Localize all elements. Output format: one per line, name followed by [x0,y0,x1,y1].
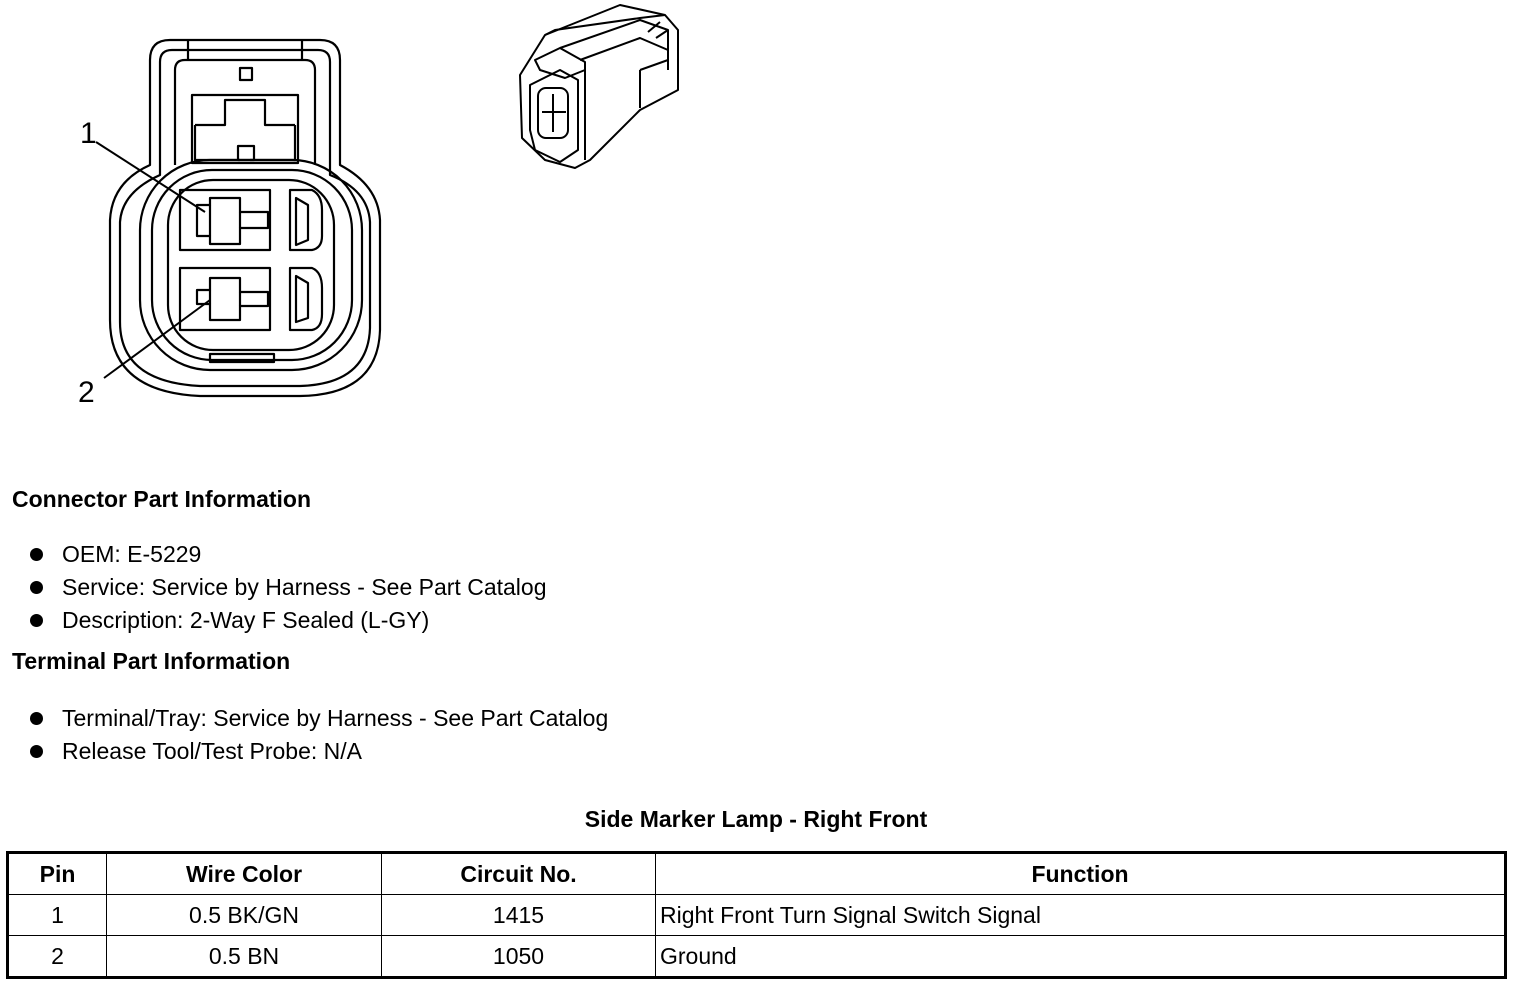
list-item: Terminal/Tray: Service by Harness - See Part Catalog [28,702,608,735]
column-header-pin: Pin [8,853,107,895]
terminal-1 [197,198,268,244]
cell-function: Ground [656,936,1506,978]
terminal-2 [197,278,268,320]
cell-function: Right Front Turn Signal Switch Signal [656,895,1506,936]
connector-illustration [0,0,760,420]
table-row [8,936,1506,978]
connector-3d-view [520,5,678,168]
terminal-info-heading: Terminal Part Information [12,648,291,674]
table-title: Side Marker Lamp - Right Front [584,806,928,832]
connector-info-heading: Connector Part Information [12,486,312,512]
cell-circuit-no: 1415 [382,895,656,936]
pinout-table [6,851,1507,979]
table-header-row [8,853,1506,895]
pin-2-label: 2 [78,376,95,409]
cell-pin: 1 [8,895,107,936]
list-item: Service: Service by Harness - See Part Catalog [28,571,546,604]
column-header-function: Function [656,853,1506,895]
cell-wire-color: 0.5 BN [107,936,382,978]
column-header-wire-color: Wire Color [107,853,382,895]
pin-1-label: 1 [80,117,97,150]
list-item: Description: 2-Way F Sealed (L-GY) [28,604,546,637]
table-row [8,895,1506,936]
terminal-info-list [28,702,608,768]
cell-pin: 2 [8,936,107,978]
cell-wire-color: 0.5 BK/GN [107,895,382,936]
connector-info-list [28,538,546,637]
column-header-circuit-no: Circuit No. [382,853,656,895]
cell-circuit-no: 1050 [382,936,656,978]
list-item: OEM: E-5229 [28,538,546,571]
list-item: Release Tool/Test Probe: N/A [28,735,608,768]
